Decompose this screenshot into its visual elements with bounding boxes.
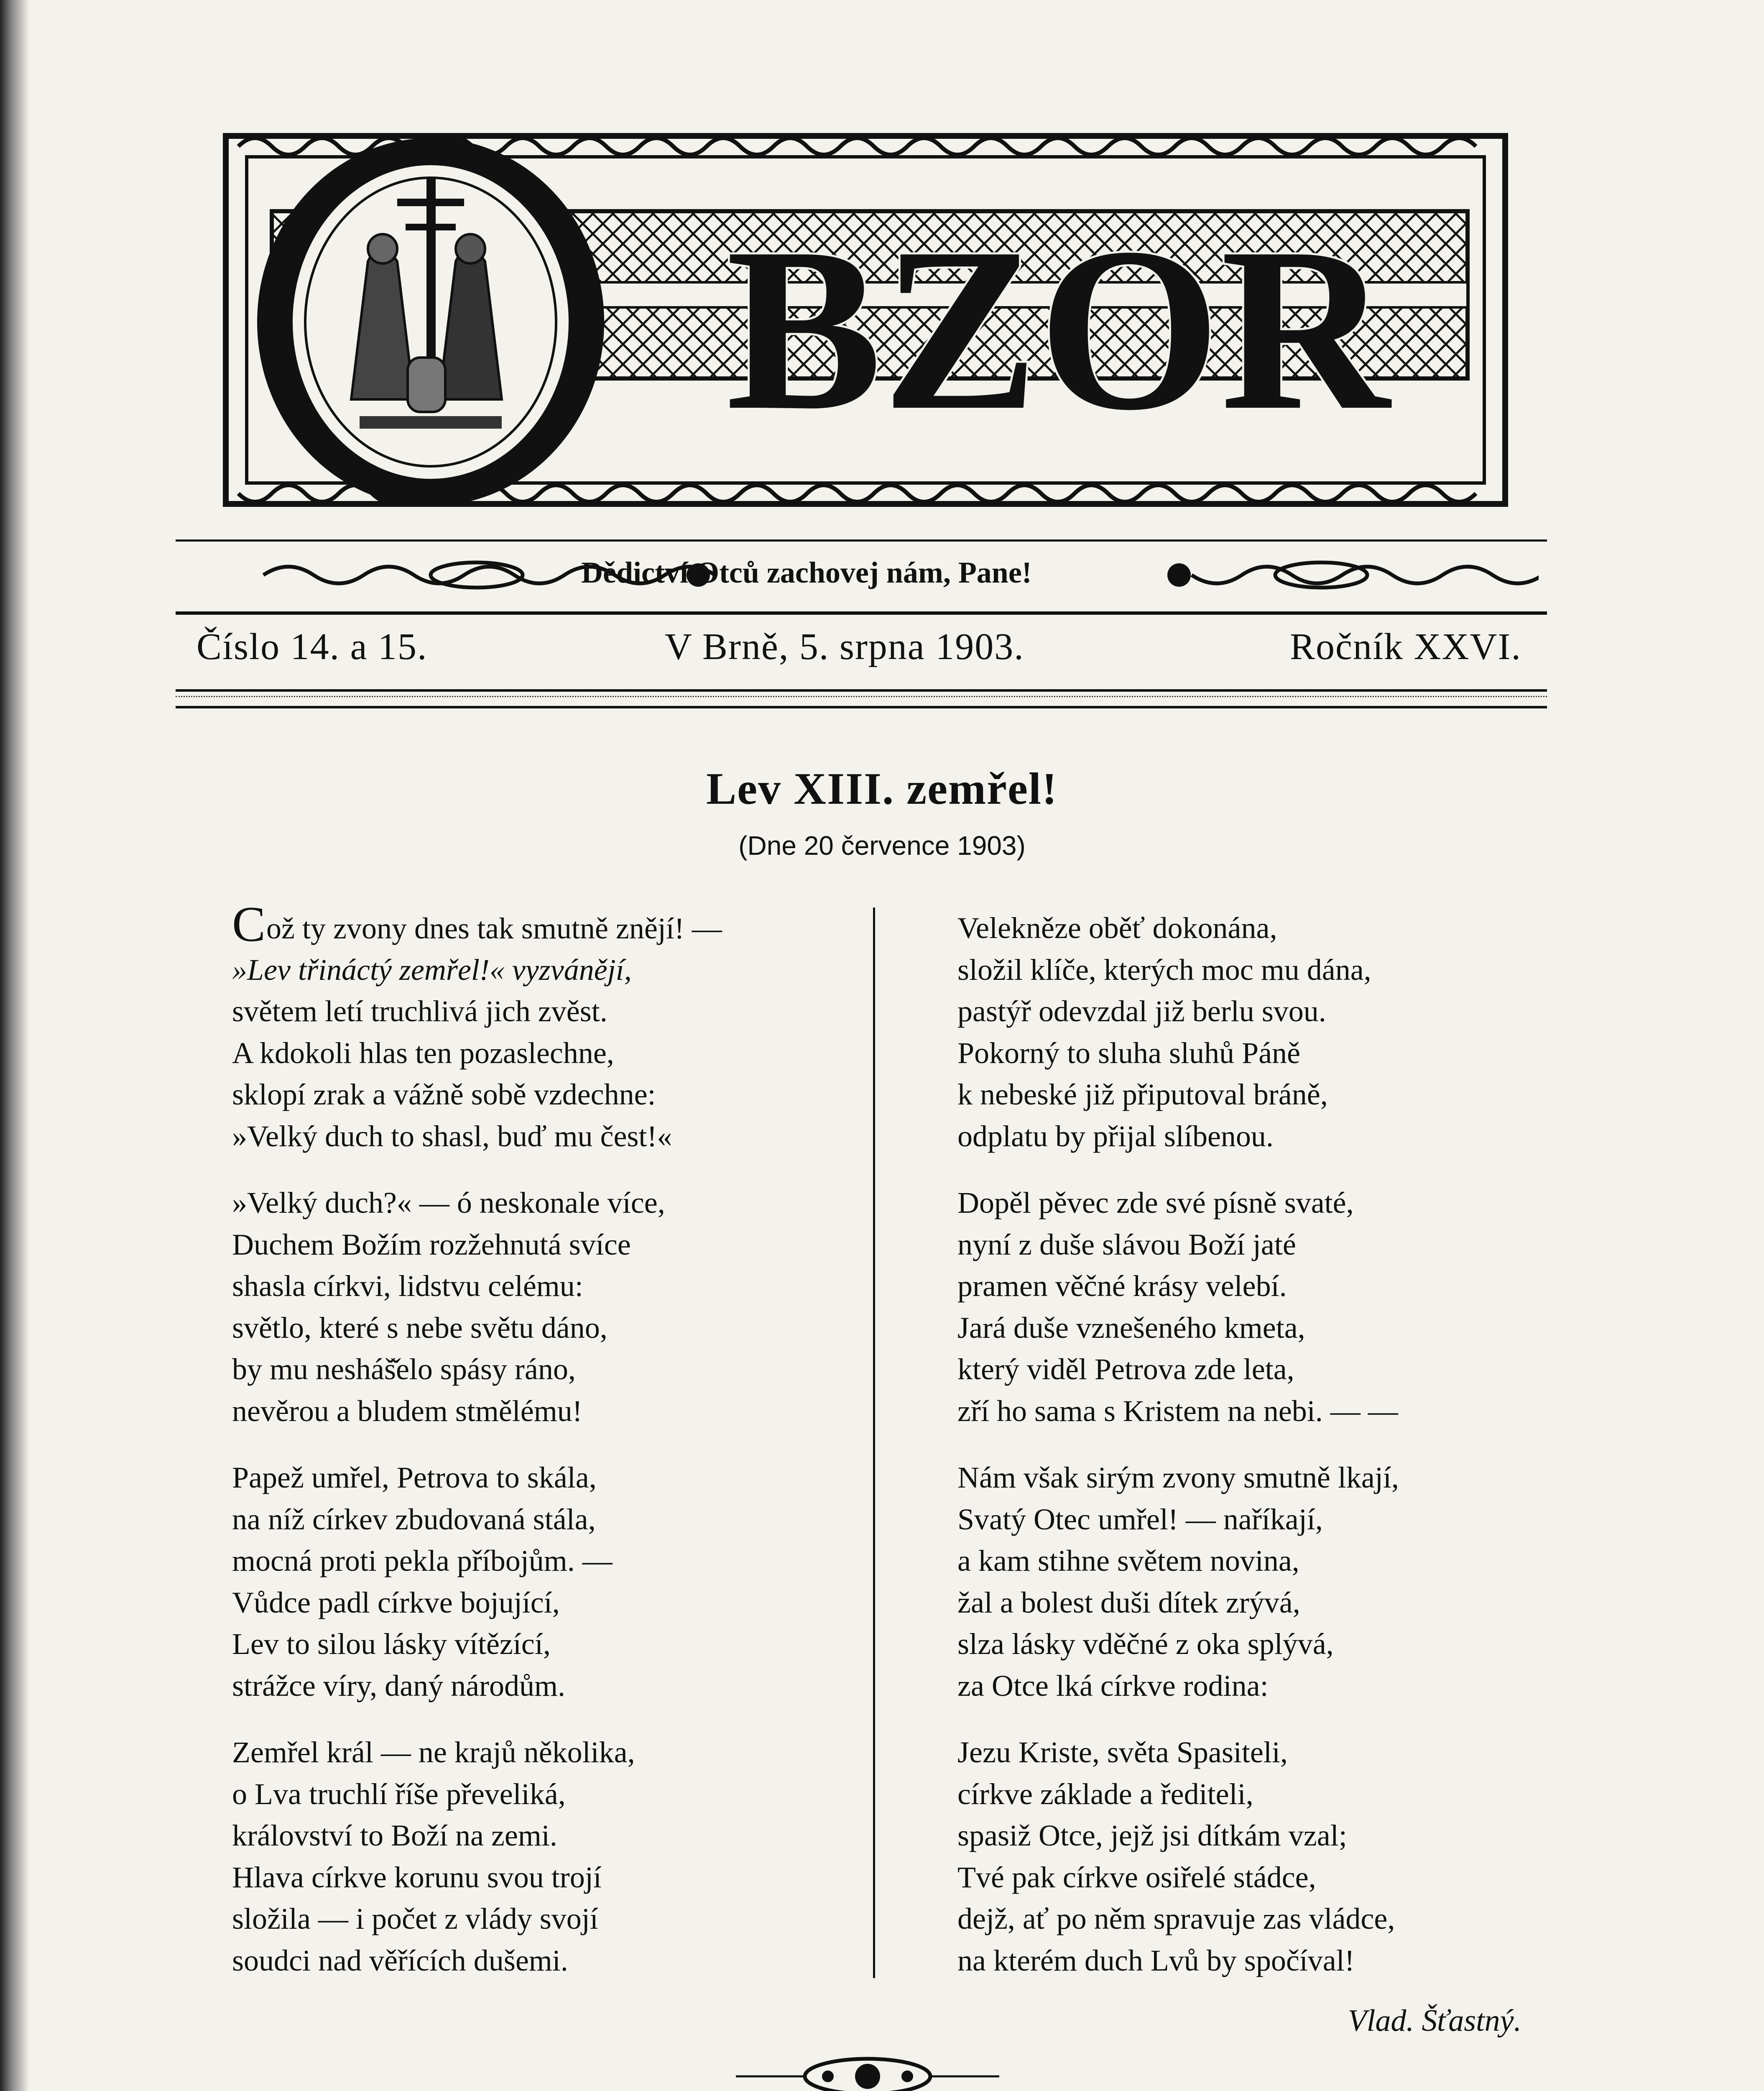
verse-line: »Lev třináctý zemřel!« vyzvánějí, xyxy=(232,953,632,987)
motto-rule xyxy=(176,611,1547,615)
verse-line: Vůdce padl církve bojující, xyxy=(232,1585,560,1619)
masthead-ornament xyxy=(222,123,1509,514)
verse-line: pastýř odevzdal již berlu svou. xyxy=(957,994,1326,1028)
verse-line: Velekněze oběť dokonána, xyxy=(957,911,1277,945)
verse-line xyxy=(232,896,859,952)
stanza-2 xyxy=(232,1182,859,1432)
verse-line: Papež umřel, Petrova to skála, xyxy=(232,1461,597,1494)
issue-place-date: V Brně, 5. srpna 1903. xyxy=(665,626,1024,667)
verse-line: Duchem Božím rozžehnutá svíce xyxy=(232,1227,631,1261)
verse-line: A kdokoli hlas ten pozaslechne, xyxy=(232,1036,614,1070)
verse-line: který viděl Petrova zde leta, xyxy=(957,1352,1294,1386)
verse-line: zří ho sama s Kristem na nebi. — — xyxy=(957,1394,1398,1428)
verse-line: nevěrou a bludem stmělému! xyxy=(232,1394,582,1428)
verse-line: »Velký duch?« — ó neskonale více, xyxy=(232,1186,665,1219)
stanza-5 xyxy=(957,907,1585,1157)
verse-line: světlo, které s nebe světu dáno, xyxy=(232,1311,608,1345)
verse-line-rest: ož ty zvony dnes tak smutně znějí! — xyxy=(266,912,722,945)
verse-line: Tvé pak církve osiřelé stádce, xyxy=(957,1860,1316,1894)
verse-line: Lev to silou lásky vítězící, xyxy=(232,1627,551,1661)
article-author: Vlad. Šťastný. xyxy=(1348,2004,1521,2038)
verse-line: Pokorný to sluha sluhů Páně xyxy=(957,1036,1300,1070)
verse-line: k nebeské již připutoval bráně, xyxy=(957,1078,1328,1111)
verse-line: pramen věčné krásy velebí. xyxy=(957,1269,1287,1303)
issue-rule-bottom xyxy=(176,706,1547,708)
verse-line: by mu nesháš̌elo spásy ráno, xyxy=(232,1352,576,1386)
verse-line: složila — i počet z vlády svojí xyxy=(232,1902,598,1935)
issue-rule-top xyxy=(176,689,1547,692)
masthead-title: BZOR xyxy=(726,199,1390,459)
verse-line: slza lásky vděčné z oka splývá, xyxy=(957,1627,1334,1661)
verse-line: soudci nad věřících dušemi. xyxy=(232,1943,568,1977)
verse-line: Hlava církve korunu svou trojí xyxy=(232,1860,602,1894)
stanza-3 xyxy=(232,1457,859,1707)
stanza-1 xyxy=(232,896,859,1157)
top-rule xyxy=(176,539,1547,542)
poem-left-column xyxy=(232,896,859,1981)
poem-right-column xyxy=(957,907,1585,1981)
column-divider xyxy=(873,907,875,1978)
article-subtitle: (Dne 20 července 1903) xyxy=(738,831,1026,861)
motto-row xyxy=(176,552,1547,598)
issue-rule-wavy xyxy=(176,696,1547,701)
verse-line: spasiž Otce, jejž jsi dítkám vzal; xyxy=(957,1819,1347,1852)
verse-line: Zemřel král — ne krajů několika, xyxy=(232,1736,635,1769)
verse-line: království to Boží na zemi. xyxy=(232,1819,557,1852)
issue-volume: Ročník XXVI. xyxy=(1290,626,1521,667)
verse-line: církve základe a řediteli, xyxy=(957,1777,1253,1811)
verse-line: strážce víry, daný národům. xyxy=(232,1669,566,1702)
verse-line: žal a bolest duši dítek zrývá, xyxy=(957,1585,1300,1619)
verse-line: Jará duše vznešeného kmeta, xyxy=(957,1311,1305,1345)
verse-line: shasla církvi, lidstvu celému: xyxy=(232,1269,583,1303)
verse-line: na kterém duch Lvů by spočíval! xyxy=(957,1943,1355,1977)
article-title: Lev XIII. zemřel! xyxy=(706,764,1058,814)
motto: Dědictví Otců zachovej nám, Pane! xyxy=(581,556,1032,589)
verse-line: odplatu by přijal slíbenou. xyxy=(957,1119,1274,1153)
verse-line: mocná proti pekla příbojům. — xyxy=(232,1544,613,1577)
end-ornament xyxy=(732,2051,1003,2091)
verse-line: a kam stihne světem novina, xyxy=(957,1544,1299,1577)
verse-line: sklopí zrak a vážně sobě vzdechne: xyxy=(232,1078,656,1111)
verse-line: »Velký duch to shasl, buď mu čest!« xyxy=(232,1119,672,1153)
verse-line: Svatý Otec umřel! — naříkají, xyxy=(957,1502,1323,1536)
verse-line: nyní z duše slávou Boží jaté xyxy=(957,1227,1296,1261)
drop-cap: C xyxy=(232,896,266,952)
verse-line: o Lva truchlí říše převeliká, xyxy=(232,1777,566,1811)
verse-line: složil klíče, kterých moc mu dána, xyxy=(957,953,1371,987)
verse-line: Nám však sirým zvony smutně lkají, xyxy=(957,1461,1399,1494)
page-edge-shadow xyxy=(0,0,29,2091)
issue-number: Číslo 14. a 15. xyxy=(197,626,428,667)
verse-line: Jezu Kriste, světa Spasiteli, xyxy=(957,1736,1288,1769)
verse-line: na níž církev zbudovaná stála, xyxy=(232,1502,596,1536)
verse-line: Dopěl pěvec zde své písně svaté, xyxy=(957,1186,1354,1219)
right-flourish-ornament xyxy=(1162,556,1539,594)
stanza-6 xyxy=(957,1182,1585,1432)
verse-line: za Otce lká církve rodina: xyxy=(957,1669,1269,1702)
stanza-7 xyxy=(957,1457,1585,1707)
verse-line: světem letí truchlivá jich zvěst. xyxy=(232,994,608,1028)
masthead xyxy=(222,123,1509,514)
stanza-4 xyxy=(232,1732,859,1981)
verse-line: dejž, ať po něm spravuje zas vládce, xyxy=(957,1902,1395,1935)
stanza-8 xyxy=(957,1732,1585,1981)
